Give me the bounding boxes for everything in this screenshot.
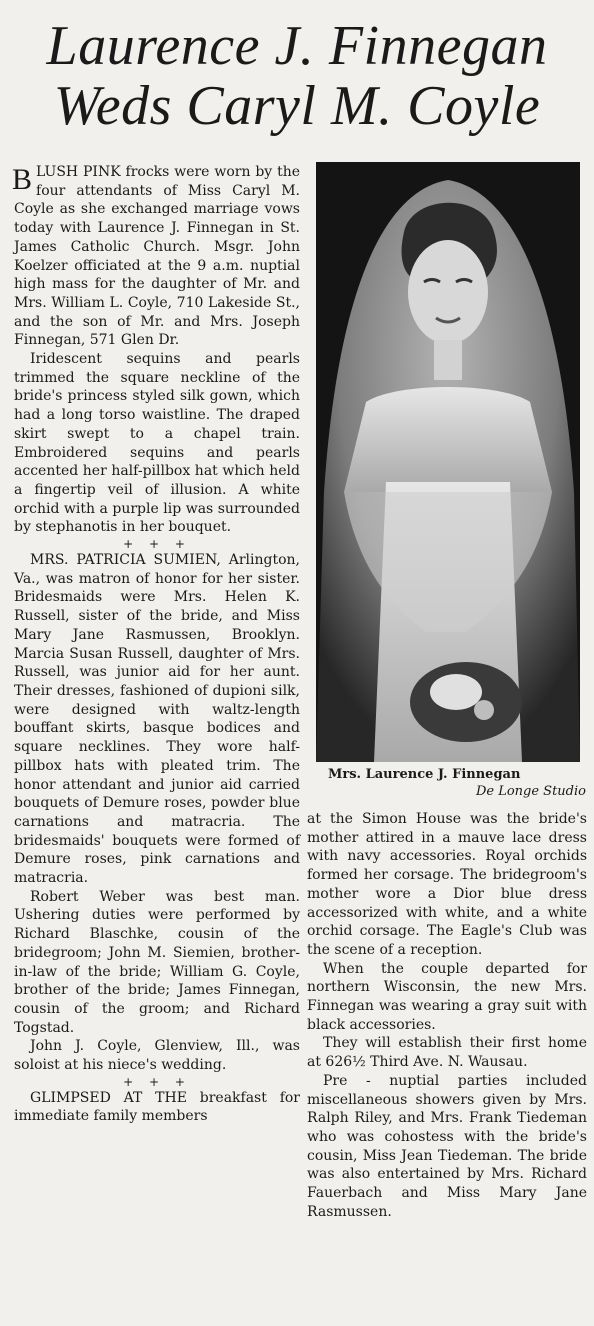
reception-paragraph: at the Simon House was the bride's mother attired in a mauve lace dress with navy accessories. Royal orchids formed her corsage. The bridegroom's mother wore a Dior blue dress accessorized with white, and a white orchid corsage. The Eagle's Club was the scene of a reception.: [307, 811, 587, 958]
gown-paragraph: Iridescent sequins and pearls trimmed the square neckline of the bride's princess styled silk gown, which had a long torso waistline. The draped skirt swept to a chapel train. Embroidered sequins and pearls accented her half-pillbox hat which held a fingertip veil of illusion. A white orchid with a purple lip was surrounded by stephanotis in her bouquet.: [14, 351, 300, 536]
parties-paragraph: Pre - nuptial parties included miscellaneous showers given by Mrs. Ralph Riley, and Mrs. Frank Tiedeman who was cohostess with the bride's cousin, Miss Jean Tiedeman. The bride was also entertained by Mrs. Richard Fauerbach and Miss Mary Jane Rasmussen.: [307, 1072, 587, 1220]
departure-paragraph: When the couple departed for northern Wisconsin, the new Mrs. Finnegan was wearing a gray suit with black accessories.: [307, 960, 587, 1033]
headline-line-1: Laurence J. Finnegan: [46, 15, 548, 77]
article-column-right: [307, 810, 587, 1221]
breakfast-paragraph: GLIMPSED AT THE breakfast for immediate family members: [14, 1089, 300, 1125]
photo-caption: [318, 766, 586, 800]
headline: [0, 16, 594, 136]
lead-paragraph: [14, 163, 300, 350]
bride-photo: [316, 162, 580, 762]
caption-credit: De Longe Studio: [475, 784, 586, 799]
soloist-paragraph: John J. Coyle, Glenview, Ill., was soloist at his niece's wedding.: [14, 1038, 300, 1074]
article-column-left: [14, 163, 300, 1126]
caption-name: Mrs. Laurence J. Finnegan: [328, 767, 521, 782]
section-divider-2: + + +: [123, 1074, 191, 1089]
section-divider: + + +: [123, 537, 191, 552]
bride-portrait-image: [316, 162, 580, 762]
lead-paragraph-text: LUSH PINK frocks were worn by the four attendants of Miss Caryl M. Coyle as she exchanged marriage vows today with Laurence J. Finnegan in St. James Catholic Church. Msgr. John Koelzer officiated at the 9 a.m. nuptial high mass for the daughter of Mr. and Mrs. William L. Coyle, 710 Lakeside St., and the son of Mr. and Mrs. Joseph Finnegan, 571 Glen Dr.: [14, 164, 300, 349]
ushers-paragraph: Robert Weber was best man. Ushering duties were performed by Richard Blaschke, cousin of the bridegroom; John M. Siemien, brother-in-law of the bride; William G. Coyle, brother of the bride; James Finnegan, cousin of the groom; and Richard Togstad.: [14, 888, 300, 1036]
headline-line-2: Weds Caryl M. Coyle: [53, 75, 541, 137]
drop-cap: B: [12, 163, 33, 196]
home-paragraph: They will establish their first home at 626½ Third Ave. N. Wausau.: [307, 1035, 587, 1071]
attendants-paragraph: MRS. PATRICIA SUMIEN, Arlington, Va., was matron of honor for her sister. Bridesmaids were Mrs. Helen K. Russell, sister of the bride, and Miss Mary Jane Rasmussen, Brooklyn. Marcia Susan Russell, daughter of Mrs. Russell, was junior aid for her aunt. Their dresses, fashioned of dupioni silk, were designed with waltz-length bouffant skirts, basque bodices and square necklines. They wore half-pillbox hats with pleated trim. The honor attendant and junior aid carried bouquets of Demure roses, powder blue carnations and matracria. The bridesmaids' bouquets were formed of Demure roses, pink carnations and matracria.: [14, 552, 300, 887]
